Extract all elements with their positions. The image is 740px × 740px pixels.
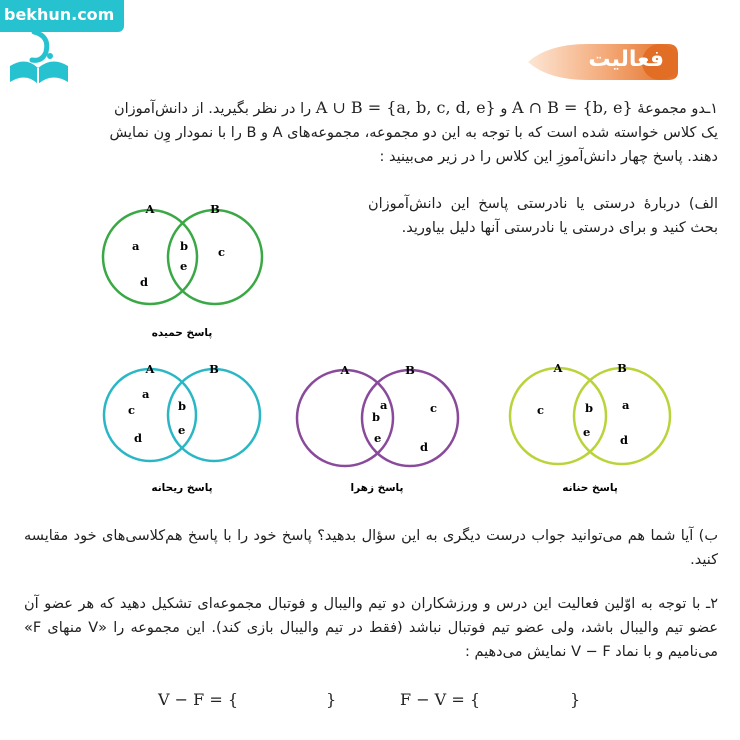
watermark-site: bekhun.com: [4, 5, 115, 24]
element-label: a: [142, 387, 150, 401]
element-label: b: [585, 401, 594, 415]
intersection-equation: A ∩ B = {b, e}: [511, 98, 633, 117]
set-a-label: A: [553, 361, 563, 375]
element-label: a: [622, 398, 630, 412]
v-minus-f-open: V − F = {: [158, 690, 238, 709]
element-label: c: [537, 403, 545, 417]
venn-diagram-zahra: [297, 363, 458, 494]
venn-diagram-hamideh: [103, 202, 262, 339]
set-b-label: B: [209, 362, 219, 376]
conjunction: و: [500, 101, 508, 117]
f-minus-v-close: }: [570, 690, 581, 709]
set-a-label: A: [145, 362, 155, 376]
venn-diagram-reyhaneh: [104, 362, 260, 494]
element-label: a: [132, 239, 140, 253]
activity1-line1-pre: دو مجموعهٔ: [637, 101, 706, 117]
element-label: d: [140, 275, 149, 289]
activity1-part-b: ب) آیا شما هم می‌توانید جواب درست دیگری به این سؤال بدهید؟ پاسخ خود را با پاسخ هم‌کلاسی‌های خود مقایسه کنید.: [24, 528, 718, 568]
activity1-part-a: الف) دربارهٔ درستی یا نادرستی پاسخ این دانش‌آموزان بحث کنید و برای درستی یا نادرستی آنها دلیل بیاورید.: [368, 196, 718, 236]
activity-number: ۱ـ: [705, 101, 718, 117]
f-minus-v-open: F − V = {: [400, 690, 480, 709]
set-a-label: A: [145, 202, 155, 216]
diagram-caption: پاسخ حمیده: [151, 327, 213, 339]
activity2-text: ۲ـ با توجه به اوّلین فعالیت این درس و ورزشکاران دو تیم والیبال و فوتبال مجموعه‌ای تشکیل دهید که هر عضو آن عضو تیم والیبال باشد، ولی عضو تیم فوتبال نباشد (فقط در تیم والیبال بازی کند). این مجموعه را «V منهای F» می‌نامیم و با نماد V − F نمایش می‌دهیم :: [24, 596, 719, 660]
element-label: e: [180, 259, 188, 273]
set-b-label: B: [617, 361, 627, 375]
diagram-caption: پاسخ ریحانه: [151, 482, 213, 494]
element-label: e: [583, 425, 591, 439]
set-b-label: B: [405, 363, 415, 377]
element-label: a: [380, 398, 388, 412]
set-b-circle: [168, 210, 262, 304]
element-label: d: [620, 433, 629, 447]
element-label: b: [180, 239, 189, 253]
venn-diagram-hananeh: [510, 361, 670, 494]
f-minus-v-equation: [400, 690, 480, 709]
element-label: b: [178, 399, 187, 413]
activity1-line2: یک کلاس خواسته شده است که با توجه به این دو مجموعه، مجموعه‌های A و B را با نمودار وِن نمایش: [109, 125, 718, 141]
v-minus-f-equation: [158, 690, 238, 709]
set-b-label: B: [210, 202, 220, 216]
element-label: c: [430, 401, 438, 415]
set-a-label: A: [340, 363, 350, 377]
element-label: c: [128, 403, 136, 417]
element-label: d: [134, 431, 143, 445]
element-label: d: [420, 440, 429, 454]
union-equation: A ∪ B = {a, b, c, d, e}: [315, 98, 496, 117]
activity-title: فعالیت: [588, 47, 664, 72]
element-label: c: [218, 245, 226, 259]
activity1-line3: دهند. پاسخ چهار دانش‌آموزِ این کلاس را در زیر می‌بینید :: [379, 149, 718, 165]
set-a-circle: [510, 368, 606, 464]
element-label: b: [372, 410, 381, 424]
element-label: e: [178, 423, 186, 437]
set-b-circle: [168, 369, 260, 461]
set-b-circle: [574, 368, 670, 464]
diagram-caption: پاسخ حنانه: [562, 482, 618, 494]
v-minus-f-close: }: [326, 690, 337, 709]
element-label: e: [374, 431, 382, 445]
diagram-caption: پاسخ زهرا: [350, 482, 404, 494]
activity1-line1-post: را در نظر بگیرید. از دانش‌آموزان: [114, 101, 312, 117]
